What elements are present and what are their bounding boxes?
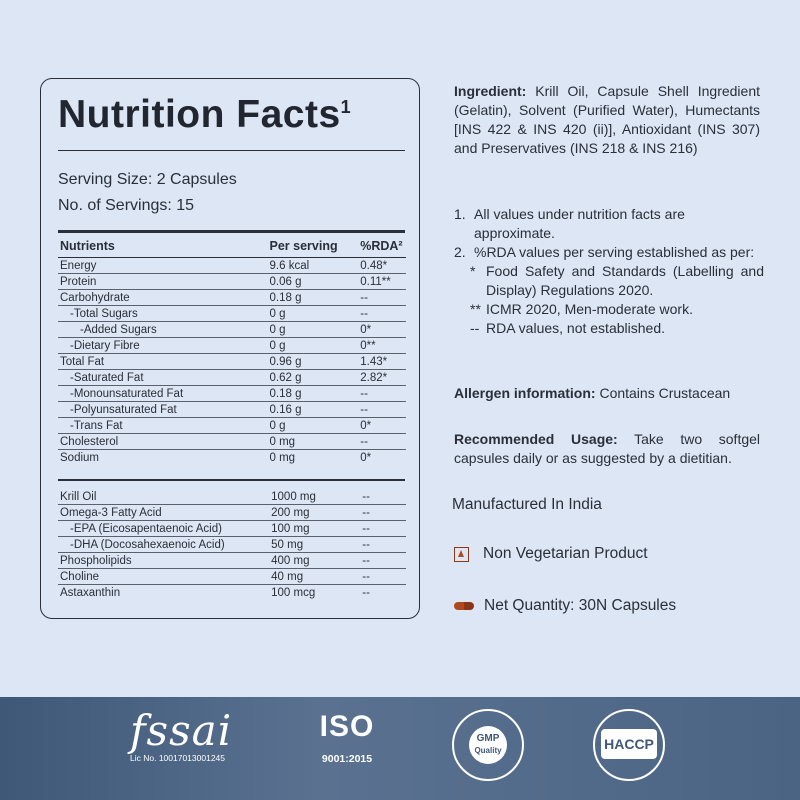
nutrient-rda: 0* xyxy=(358,418,406,434)
nutrient-row xyxy=(58,402,406,418)
non-veg-icon xyxy=(454,547,469,562)
nutrition-title: Nutrition Facts$^1$ xyxy=(58,93,352,136)
nutrient-rda: 0* xyxy=(358,322,406,338)
section-divider xyxy=(58,479,405,481)
fssai-license: Lic No. 10017013001245 xyxy=(130,753,225,763)
nutrient-amount: 0.06 g xyxy=(268,274,359,290)
thick-divider xyxy=(58,230,405,233)
nutrient-rda: -- xyxy=(358,290,406,306)
nutrient-row xyxy=(58,274,406,290)
nutrient-row xyxy=(58,258,406,274)
nutrient-name: Energy xyxy=(58,258,268,274)
net-quantity: Net Quantity: 30N Capsules xyxy=(454,597,676,615)
nutrient-row xyxy=(58,450,406,466)
nutrient-name: -Added Sugars xyxy=(58,322,268,338)
nutrient-name: -DHA (Docosahexaenoic Acid) xyxy=(58,537,269,553)
nutrient-row xyxy=(58,434,406,450)
nutrient-amount: 0 g xyxy=(268,322,359,338)
nutrient-rda: 0.11** xyxy=(358,274,406,290)
nutrient-row xyxy=(58,386,406,402)
nutrient-row xyxy=(58,553,406,569)
nutrient-rda: 0** xyxy=(358,338,406,354)
header-nutrients: Nutrients xyxy=(58,235,268,258)
nutrient-amount: 0 g xyxy=(268,306,359,322)
nutrient-amount: 0.62 g xyxy=(268,370,359,386)
nutrient-amount: 50 mg xyxy=(269,537,360,553)
nutrient-row xyxy=(58,489,406,505)
nutrient-rda: -- xyxy=(358,402,406,418)
certification-footer xyxy=(0,697,800,800)
number-of-servings: No. of Servings: 15 xyxy=(58,197,195,214)
nutrient-rda: -- xyxy=(360,553,406,569)
nutrient-amount: 0.18 g xyxy=(268,386,359,402)
nutrient-amount: 0 g xyxy=(268,418,359,434)
nutrient-name: Krill Oil xyxy=(58,489,269,505)
nutrient-name: Total Fat xyxy=(58,354,268,370)
nutrient-rda: 0* xyxy=(360,451,372,464)
nutrient-row xyxy=(58,306,406,322)
nutrient-name: -Dietary Fibre xyxy=(58,338,268,354)
fssai-logo: fssai Lic No. 10017013001245 xyxy=(130,707,240,763)
nutrition-facts-panel xyxy=(40,78,420,619)
nutrient-name: Omega-3 Fatty Acid xyxy=(58,505,269,521)
nutrient-row xyxy=(58,354,406,370)
iso-logo: ISO 9001:2015 xyxy=(312,709,382,765)
recommended-usage: Recommended Usage: Take two softgel capsules daily or as suggested by a dietitian. xyxy=(454,431,761,466)
nutrient-rda: -- xyxy=(362,586,370,599)
nutrient-row xyxy=(58,569,406,585)
nutrient-row xyxy=(58,322,406,338)
nutrient-rda: -- xyxy=(358,434,406,450)
serving-size: Serving Size: 2 Capsules xyxy=(58,171,237,188)
nutrient-name: -Trans Fat xyxy=(58,418,268,434)
footnote-star: * Food Safety and Standards (Labelling and Display) Regulations 2020. xyxy=(470,263,764,298)
nutrient-name: Cholesterol xyxy=(58,434,268,450)
footnote-1: 1. All values under nutrition facts are approximate. xyxy=(454,206,685,241)
nutrient-rda: -- xyxy=(360,489,406,505)
footnote-double-star: ** ICMR 2020, Men-moderate work. xyxy=(470,301,693,317)
nutrient-name: Phospholipids xyxy=(58,553,269,569)
nutrient-rda: -- xyxy=(358,306,406,322)
nutrient-row xyxy=(58,370,406,386)
nutrient-name: -Saturated Fat xyxy=(58,370,268,386)
footnote-dashes: -- RDA values, not established. xyxy=(470,320,665,336)
nutrient-amount: 200 mg xyxy=(269,505,360,521)
nutrient-name: -Polyunsaturated Fat xyxy=(58,402,268,418)
nutrient-name: Protein xyxy=(58,274,268,290)
nutrient-amount: 0 mg xyxy=(269,451,296,464)
nutrient-name: -Monounsaturated Fat xyxy=(58,386,268,402)
non-veg-label: Non Vegetarian Product xyxy=(454,545,648,563)
nutrient-row xyxy=(58,505,406,521)
nutrient-rda: -- xyxy=(360,569,406,585)
footnotes xyxy=(454,205,764,338)
nutrient-rda: -- xyxy=(360,537,406,553)
nutrient-name: -EPA (Eicosapentaenoic Acid) xyxy=(58,521,269,537)
nutrient-name: Sodium xyxy=(60,451,99,464)
nutrient-name: -Total Sugars xyxy=(58,306,268,322)
nutrient-rda: -- xyxy=(360,521,406,537)
header-rda: %RDA² xyxy=(358,235,406,258)
nutrient-rda: 0.48* xyxy=(358,258,406,274)
ingredient-label: Ingredient: xyxy=(454,83,527,99)
capsule-icon xyxy=(454,602,474,610)
nutrient-row xyxy=(58,418,406,434)
nutrient-rda: 2.82* xyxy=(358,370,406,386)
iso-standard: 9001:2015 xyxy=(321,753,373,765)
nutrient-amount: 400 mg xyxy=(269,553,360,569)
gmp-badge: GMP Quality xyxy=(452,709,524,781)
nutrition-table-extras xyxy=(58,489,406,600)
nutrition-table xyxy=(58,235,406,465)
footnote-2: 2. %RDA values per serving established as per: xyxy=(454,244,755,260)
nutrient-amount: 0.18 g xyxy=(268,290,359,306)
nutrient-amount: 1000 mg xyxy=(269,489,360,505)
nutrient-rda: 1.43* xyxy=(358,354,406,370)
nutrient-amount: 0.96 g xyxy=(268,354,359,370)
nutrient-amount: 40 mg xyxy=(269,569,360,585)
nutrient-amount: 0 mg xyxy=(268,434,359,450)
nutrient-name: Astaxanthin xyxy=(60,586,121,599)
nutrient-name: Carbohydrate xyxy=(58,290,268,306)
ingredient-block xyxy=(454,82,760,158)
nutrient-rda: -- xyxy=(360,505,406,521)
nutrient-row xyxy=(58,521,406,537)
nutrient-amount: 9.6 kcal xyxy=(268,258,359,274)
nutrient-name: Choline xyxy=(58,569,269,585)
nutrient-amount: 0.16 g xyxy=(268,402,359,418)
manufactured-in: Manufactured In India xyxy=(452,496,602,513)
nutrient-amount: 100 mg xyxy=(269,521,360,537)
haccp-badge: HACCP xyxy=(593,709,665,781)
nutrient-amount: 100 mcg xyxy=(271,586,316,599)
nutrient-row xyxy=(58,537,406,553)
header-per-serving: Per serving xyxy=(268,235,359,258)
nutrient-row xyxy=(58,338,406,354)
nutrient-rda: -- xyxy=(358,386,406,402)
ingredient-text: Krill Oil, Capsule Shell Ingredient (Gelatin), Solvent (Purified Water), Humectants [INS 422 & INS 420 (ii)], Antioxidant (INS 307) and Preservatives (INS 218 & INS 216) xyxy=(454,83,761,156)
nutrient-row xyxy=(58,290,406,306)
nutrient-amount: 0 g xyxy=(268,338,359,354)
title-divider xyxy=(58,150,405,151)
allergen-info: Allergen information: Contains Crustacean xyxy=(454,385,731,401)
nutrient-row xyxy=(58,585,406,601)
